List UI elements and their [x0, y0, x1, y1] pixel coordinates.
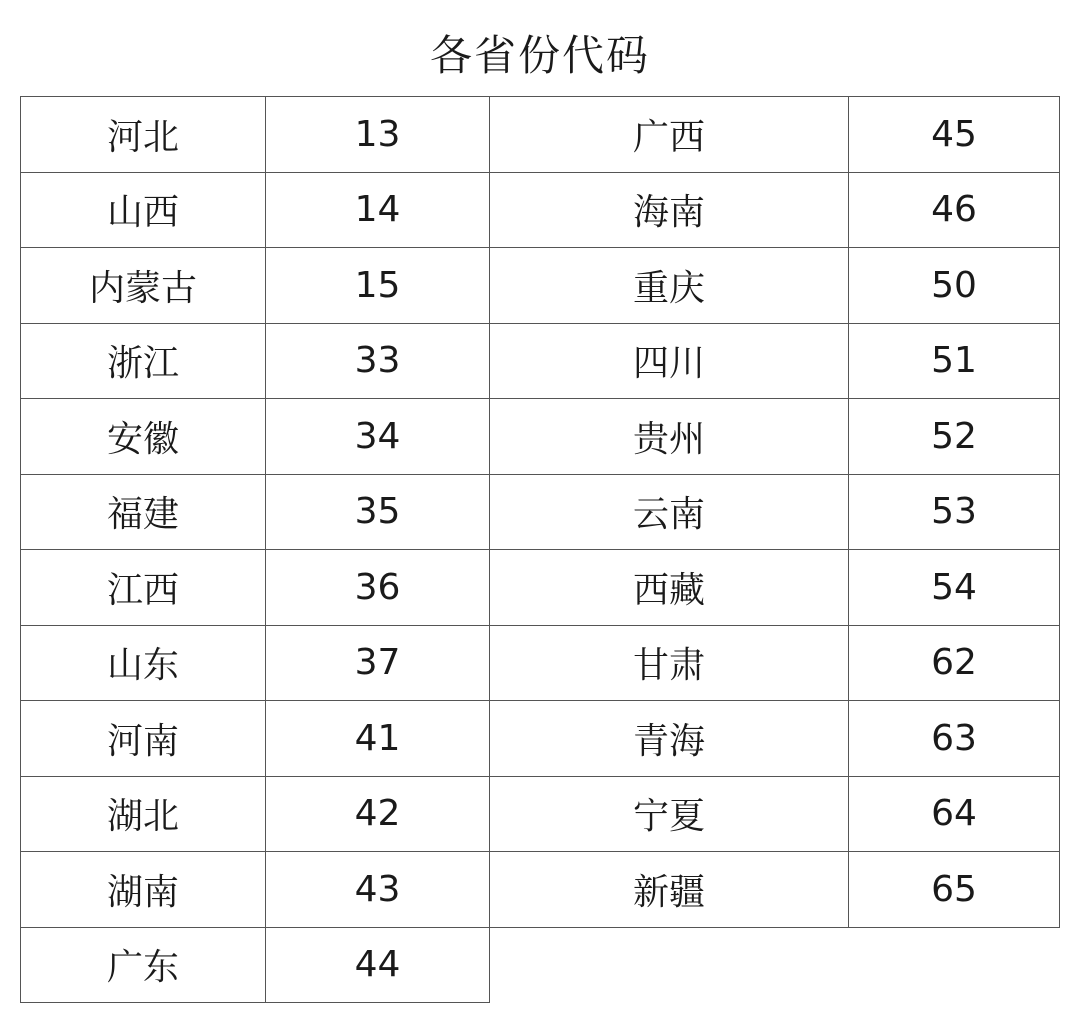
table-row [21, 97, 490, 173]
province-name-cell: 甘肃 [490, 625, 849, 701]
table-row [21, 776, 490, 852]
table-row [490, 550, 1060, 626]
table-row [21, 323, 490, 399]
province-code-cell: 42 [266, 776, 490, 852]
province-code-cell: 52 [849, 399, 1060, 475]
province-name-cell: 青海 [490, 701, 849, 777]
table-row [490, 172, 1060, 248]
province-code-cell: 34 [266, 399, 490, 475]
province-code-cell: 50 [849, 248, 1060, 324]
province-code-cell: 53 [849, 474, 1060, 550]
province-code-cell: 63 [849, 701, 1060, 777]
province-code-cell: 65 [849, 852, 1060, 928]
province-name-cell: 浙江 [21, 323, 266, 399]
table-row [490, 248, 1060, 324]
province-name-cell: 西藏 [490, 550, 849, 626]
province-name-cell: 重庆 [490, 248, 849, 324]
province-name-cell: 宁夏 [490, 776, 849, 852]
table-row [490, 625, 1060, 701]
province-code-cell: 51 [849, 323, 1060, 399]
province-name-cell: 江西 [21, 550, 266, 626]
province-name-cell: 河南 [21, 701, 266, 777]
table-row [21, 399, 490, 475]
table-row [490, 776, 1060, 852]
province-name-cell: 内蒙古 [21, 248, 266, 324]
province-code-table-right [489, 96, 1060, 928]
table-row [21, 701, 490, 777]
province-name-cell: 安徽 [21, 399, 266, 475]
page-title: 各省份代码 [429, 31, 650, 80]
province-name-cell: 福建 [21, 474, 266, 550]
province-name-cell: 云南 [490, 474, 849, 550]
province-code-cell: 43 [266, 852, 490, 928]
province-name-cell: 广西 [490, 97, 849, 173]
table-row [21, 927, 490, 1003]
province-code-cell: 14 [266, 172, 490, 248]
province-name-cell: 海南 [490, 172, 849, 248]
table-row [490, 399, 1060, 475]
province-name-cell: 四川 [490, 323, 849, 399]
province-name-cell: 湖南 [21, 852, 266, 928]
province-name-cell: 湖北 [21, 776, 266, 852]
province-code-cell: 37 [266, 625, 490, 701]
province-name-cell: 广东 [21, 927, 266, 1003]
table-row [21, 852, 490, 928]
province-code-cell: 45 [849, 97, 1060, 173]
province-code-cell: 36 [266, 550, 490, 626]
province-code-cell: 15 [266, 248, 490, 324]
table-row [490, 852, 1060, 928]
province-code-cell: 54 [849, 550, 1060, 626]
table-row [21, 474, 490, 550]
province-name-cell: 山东 [21, 625, 266, 701]
table-row [490, 474, 1060, 550]
province-code-cell: 41 [266, 701, 490, 777]
province-name-cell: 河北 [21, 97, 266, 173]
province-code-cell: 62 [849, 625, 1060, 701]
province-code-cell: 46 [849, 172, 1060, 248]
table-row [490, 97, 1060, 173]
table-row [490, 701, 1060, 777]
table-row [490, 323, 1060, 399]
province-code-cell: 35 [266, 474, 490, 550]
province-code-table-left [20, 96, 490, 1003]
province-code-cell: 64 [849, 776, 1060, 852]
province-code-cell: 44 [266, 927, 490, 1003]
province-name-cell: 山西 [21, 172, 266, 248]
province-code-cell: 33 [266, 323, 490, 399]
table-row [21, 248, 490, 324]
table-row [21, 550, 490, 626]
province-code-cell: 13 [266, 97, 490, 173]
province-name-cell: 贵州 [490, 399, 849, 475]
province-name-cell: 新疆 [490, 852, 849, 928]
table-row [21, 172, 490, 248]
table-row [21, 625, 490, 701]
